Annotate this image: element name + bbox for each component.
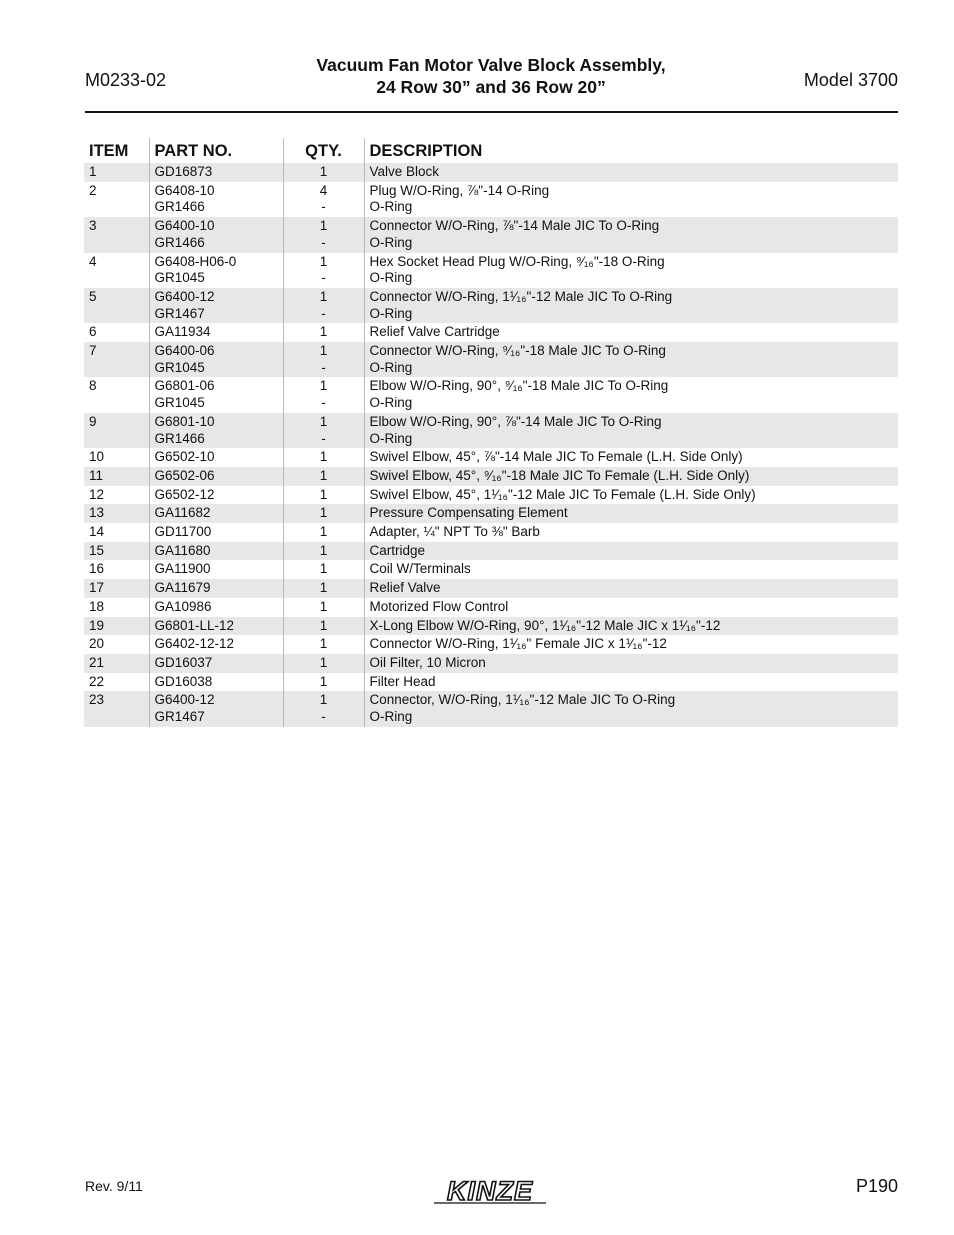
quantity: 1: [319, 253, 328, 269]
quantity-cell: [283, 598, 364, 617]
table-row: [84, 217, 898, 252]
part-number: G6400-10: [154, 218, 215, 234]
part-number-cell: [149, 163, 283, 182]
part-number-cell: [149, 377, 283, 412]
quantity-cell: [283, 654, 364, 673]
item-number-cell: 12: [89, 486, 105, 502]
quantity: -: [321, 305, 326, 321]
table-row: [84, 598, 898, 617]
quantity: 1: [319, 505, 328, 521]
description-cell: [364, 342, 898, 377]
quantity-cell: [283, 635, 364, 654]
description: Cartridge: [369, 542, 426, 558]
part-number: GR1467: [154, 709, 205, 725]
quantity: 1: [319, 218, 328, 234]
quantity-cell: [283, 217, 364, 252]
description-cell: [364, 448, 898, 467]
item-number-cell: 20: [89, 636, 105, 652]
page-title-line2: 24 Row 30” and 36 Row 20”: [376, 77, 606, 97]
parts-table: [84, 138, 898, 727]
revision-label: Rev. 9/11: [85, 1178, 143, 1194]
parts-table-header: [84, 138, 898, 163]
quantity-cell: [283, 448, 364, 467]
column-header-part-no: PART NO.: [149, 138, 283, 163]
quantity-cell: [283, 691, 364, 726]
quantity-cell: [283, 342, 364, 377]
table-row: [84, 182, 898, 217]
quantity-cell: [283, 523, 364, 542]
description: Connector W/O-Ring, ⁹⁄₁₆"-18 Male JIC To O-Ring: [369, 343, 666, 359]
description-cell: [364, 523, 898, 542]
item-number-cell: 2: [89, 182, 97, 198]
description-cell: [364, 377, 898, 412]
quantity: 1: [319, 467, 328, 483]
quantity-cell: [283, 323, 364, 342]
description-cell: [364, 635, 898, 654]
item-number-cell: 19: [84, 617, 149, 636]
part-number: G6801-10: [154, 413, 215, 429]
quantity-cell: [283, 673, 364, 692]
quantity-cell: [283, 542, 364, 561]
description: Connector, W/O-Ring, 1¹⁄₁₆"-12 Male JIC To O-Ring: [369, 692, 676, 708]
kinze-logo: [430, 1176, 552, 1206]
quantity: -: [321, 270, 326, 286]
description-cell: [364, 598, 898, 617]
item-number-cell: 18: [89, 598, 105, 614]
item-number-cell: 16: [89, 561, 105, 577]
part-number: GR1045: [154, 270, 205, 286]
description: Swivel Elbow, 45°, 1¹⁄₁₆"-12 Male JIC To Female (L.H. Side Only): [369, 486, 756, 502]
part-number-cell: [149, 579, 283, 598]
part-number-cell: [149, 342, 283, 377]
quantity-cell: [283, 467, 364, 486]
part-number-cell: [149, 635, 283, 654]
part-number: GA11900: [154, 561, 211, 577]
table-row: [84, 691, 898, 726]
table-row: [84, 635, 898, 654]
quantity-cell: [283, 413, 364, 448]
part-number: GA10986: [154, 598, 212, 614]
quantity: -: [321, 359, 326, 375]
part-number: GR1466: [154, 199, 205, 215]
description: Motorized Flow Control: [369, 598, 509, 614]
description-cell: [364, 486, 898, 505]
part-number: GR1045: [154, 359, 205, 375]
part-number-cell: [149, 217, 283, 252]
quantity-cell: [283, 560, 364, 579]
part-number: GA11682: [154, 505, 211, 521]
page-title-line1: Vacuum Fan Motor Valve Block Assembly,: [316, 55, 666, 75]
quantity: 1: [319, 449, 328, 465]
table-row: [84, 288, 898, 323]
item-number-cell: 17: [84, 579, 149, 598]
item-number-cell: 21: [84, 654, 149, 673]
kinze-logo-text: KINZE: [447, 1176, 533, 1206]
part-number-cell: [149, 691, 283, 726]
quantity: -: [321, 234, 326, 250]
quantity-cell: [283, 617, 364, 636]
part-number: G6502-12: [154, 486, 215, 502]
description-cell: [364, 217, 898, 252]
description: O-Ring: [369, 234, 413, 250]
quantity: 1: [319, 617, 328, 633]
description-cell: [364, 253, 898, 288]
description: Swivel Elbow, 45°, ⅞"-14 Male JIC To Female (L.H. Side Only): [369, 449, 743, 465]
quantity: 1: [319, 324, 328, 340]
quantity: 1: [319, 164, 328, 179]
table-row: [84, 413, 898, 448]
doc-number: M0233-02: [85, 70, 167, 90]
column-header-qty: QTY.: [283, 138, 364, 163]
description: Oil Filter, 10 Micron: [369, 654, 486, 670]
quantity-cell: [283, 377, 364, 412]
description: Hex Socket Head Plug W/O-Ring, ⁹⁄₁₆"-18 O-Ring: [369, 253, 665, 269]
part-number-cell: [149, 323, 283, 342]
part-number: G6400-12: [154, 692, 215, 708]
quantity-cell: [283, 288, 364, 323]
description-cell: [364, 654, 898, 673]
description: Elbow W/O-Ring, 90°, ⅞"-14 Male JIC To O-Ring: [369, 413, 662, 429]
part-number-cell: [149, 673, 283, 692]
quantity: -: [321, 709, 326, 725]
description: Swivel Elbow, 45°, ⁹⁄₁₆"-18 Male JIC To Female (L.H. Side Only): [369, 467, 750, 483]
description: X-Long Elbow W/O-Ring, 90°, 1¹⁄₁₆"-12 Male JIC x 1¹⁄₁₆"-12: [369, 617, 721, 633]
table-row: [84, 673, 898, 692]
quantity: 1: [319, 343, 328, 359]
table-row: [84, 163, 898, 182]
description: O-Ring: [369, 430, 413, 446]
description: Adapter, ¼" NPT To ⅜" Barb: [369, 524, 540, 540]
part-number-cell: [149, 654, 283, 673]
description: O-Ring: [369, 305, 413, 321]
item-number-cell: 3: [84, 217, 149, 252]
description-cell: [364, 617, 898, 636]
part-number-cell: [149, 486, 283, 505]
item-number-cell: 8: [89, 378, 97, 394]
description-cell: [364, 673, 898, 692]
part-number-cell: [149, 448, 283, 467]
part-number-cell: [149, 598, 283, 617]
description: Filter Head: [369, 673, 436, 689]
description: Plug W/O-Ring, ⅞"-14 O-Ring: [369, 182, 550, 198]
table-row: [84, 342, 898, 377]
part-number-cell: [149, 288, 283, 323]
item-number-cell: 6: [89, 324, 97, 340]
quantity-cell: [283, 579, 364, 598]
part-number: G6400-06: [154, 343, 215, 359]
description-cell: [364, 413, 898, 448]
part-number-cell: [149, 467, 283, 486]
item-number-cell: 4: [89, 253, 97, 269]
description-cell: [364, 288, 898, 323]
quantity-cell: [283, 253, 364, 288]
quantity: 1: [319, 580, 328, 596]
quantity: 1: [319, 598, 328, 614]
item-number-cell: 14: [89, 524, 105, 540]
description: Valve Block: [369, 164, 440, 179]
item-number-cell: 9: [84, 413, 149, 448]
item-number-cell: 22: [89, 673, 105, 689]
description-cell: [364, 182, 898, 217]
page-title: [270, 54, 712, 98]
part-number: GR1045: [154, 395, 205, 411]
table-row: [84, 377, 898, 412]
quantity: 1: [319, 524, 328, 540]
quantity: 1: [319, 486, 328, 502]
description: Relief Valve: [369, 580, 441, 596]
description: Connector W/O-Ring, ⅞"-14 Male JIC To O-Ring: [369, 218, 660, 234]
quantity: -: [321, 430, 326, 446]
part-number: G6408-H06-0: [154, 253, 237, 269]
table-row: [84, 504, 898, 523]
quantity: 1: [319, 636, 328, 652]
column-header-item: ITEM: [89, 142, 129, 160]
quantity: 1: [319, 654, 328, 670]
item-number-cell: 10: [89, 449, 105, 465]
part-number: G6502-10: [154, 449, 215, 465]
part-number: G6408-10: [154, 182, 215, 198]
quantity: 1: [319, 561, 328, 577]
quantity: 1: [319, 288, 328, 304]
table-row: [84, 486, 898, 505]
item-number-cell: 7: [84, 342, 149, 377]
description-cell: [364, 323, 898, 342]
description: O-Ring: [369, 270, 413, 286]
part-number-cell: [149, 542, 283, 561]
table-row: [84, 617, 898, 636]
description-cell: [364, 691, 898, 726]
quantity-cell: [283, 163, 364, 182]
part-number: GD16037: [154, 654, 213, 670]
quantity: 1: [319, 542, 328, 558]
quantity: 4: [319, 182, 328, 198]
quantity: -: [321, 395, 326, 411]
table-row: [84, 323, 898, 342]
description: Connector W/O-Ring, 1¹⁄₁₆" Female JIC x 1¹⁄₁₆"-12: [369, 636, 667, 652]
part-number: GA11934: [154, 324, 211, 340]
item-number-cell: 5: [84, 288, 149, 323]
part-number: GR1467: [154, 305, 205, 321]
table-row: [84, 253, 898, 288]
description-cell: [364, 579, 898, 598]
model-label: Model 3700: [803, 70, 898, 90]
part-number: G6801-LL-12: [154, 617, 235, 633]
part-number: GD11700: [154, 524, 212, 540]
part-number: GR1466: [154, 234, 205, 250]
header-divider: [85, 111, 898, 113]
item-number-cell: 11: [84, 467, 149, 486]
quantity-cell: [283, 504, 364, 523]
description: O-Ring: [369, 199, 413, 215]
table-row: [84, 542, 898, 561]
part-number: GR1466: [154, 430, 205, 446]
parts-table-body: [84, 163, 898, 727]
description: Elbow W/O-Ring, 90°, ⁹⁄₁₆"-18 Male JIC To O-Ring: [369, 378, 669, 394]
column-header-description: DESCRIPTION: [364, 138, 898, 163]
description: Pressure Compensating Element: [369, 505, 568, 521]
part-number: GD16038: [154, 673, 213, 689]
description-cell: [364, 163, 898, 182]
quantity: 1: [319, 413, 328, 429]
description-cell: [364, 467, 898, 486]
item-number-cell: 15: [84, 542, 149, 561]
description-cell: [364, 542, 898, 561]
table-row: [84, 579, 898, 598]
part-number: G6402-12-12: [154, 636, 235, 652]
table-row: [84, 523, 898, 542]
quantity: -: [321, 199, 326, 215]
part-number: GA11679: [154, 580, 211, 596]
table-row: [84, 654, 898, 673]
part-number-cell: [149, 504, 283, 523]
part-number: G6400-12: [154, 288, 215, 304]
item-number-cell: 13: [84, 504, 149, 523]
part-number-cell: [149, 560, 283, 579]
part-number-cell: [149, 413, 283, 448]
part-number: G6502-06: [154, 467, 215, 483]
table-row: [84, 467, 898, 486]
description: O-Ring: [369, 709, 413, 725]
part-number-cell: [149, 617, 283, 636]
quantity-cell: [283, 182, 364, 217]
description: Connector W/O-Ring, 1¹⁄₁₆"-12 Male JIC To O-Ring: [369, 288, 673, 304]
table-row: [84, 560, 898, 579]
description-cell: [364, 504, 898, 523]
part-number: GA11680: [154, 542, 211, 558]
quantity-cell: [283, 486, 364, 505]
part-number-cell: [149, 182, 283, 217]
description: O-Ring: [369, 359, 413, 375]
page-number: P190: [855, 1176, 898, 1196]
part-number-cell: [149, 523, 283, 542]
item-number-cell: 1: [84, 163, 149, 182]
quantity: 1: [319, 692, 328, 708]
description: O-Ring: [369, 395, 413, 411]
part-number-cell: [149, 253, 283, 288]
part-number: GD16873: [154, 164, 213, 179]
description: Relief Valve Cartridge: [369, 324, 500, 340]
table-row: [84, 448, 898, 467]
item-number-cell: 23: [84, 691, 149, 726]
quantity: 1: [319, 378, 328, 394]
part-number: G6801-06: [154, 378, 215, 394]
quantity: 1: [319, 673, 328, 689]
description-cell: [364, 560, 898, 579]
description: Coil W/Terminals: [369, 561, 471, 577]
